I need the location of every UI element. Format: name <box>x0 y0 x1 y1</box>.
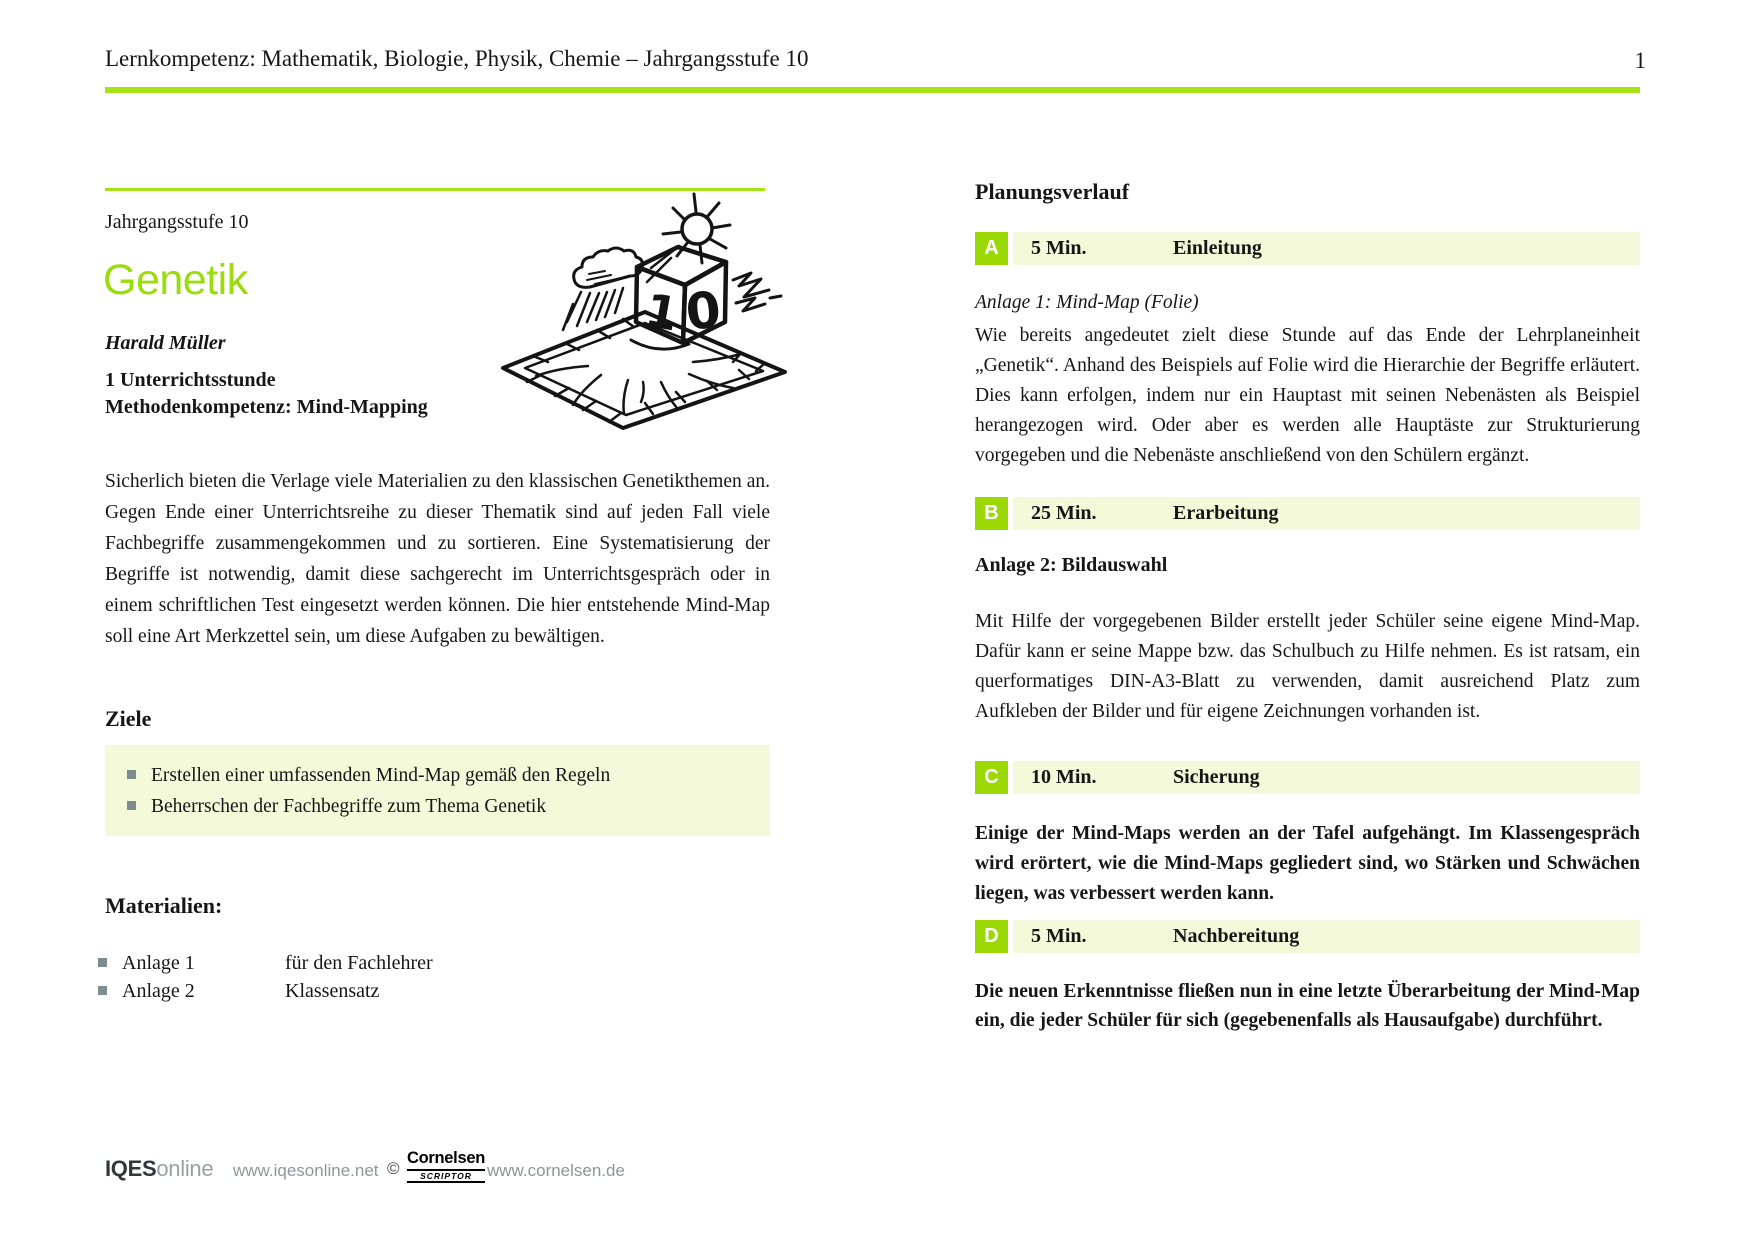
stage-badge-a: A <box>975 232 1008 265</box>
stage-a-body: Wie bereits angedeutet zielt diese Stunde auf das Ende der Lehrplaneinheit „Genetik“. Anhand des Beispiels auf Folie wird die Hierarchie der Begriffe erläutert. Dies kann erfolgen, indem nur ein Hauptast mit seinen Nebenästen als Beispiel herangezogen wird. Oder aber es werden alle Hauptäste zur Strukturierung vorgegeben und die Nebenäste anschließend von den Schülern ergänzt. <box>975 325 1640 466</box>
material-row <box>98 949 778 977</box>
stage-b-body: Mit Hilfe der vorgegebenen Bilder erstellt jeder Schüler seine eigene Mind-Map. Dafür kann er seine Mappe bzw. das Schulbuch zu Hilfe nehmen. Es ist ratsam, ein querformatiges DIN-A3-Blatt zu verwenden, damit ausreichend Platz zum Aufkleben der Bilder und für eigene Zeichnungen vorhanden ist. <box>975 611 1640 722</box>
attachment-subheading: Anlage 2: Bildauswahl <box>975 554 1168 576</box>
lesson-count: 1 Unterrichtsstunde <box>105 369 276 391</box>
goal-text: Erstellen einer umfassenden Mind-Map gemäß den Regeln <box>151 765 611 786</box>
material-name: Anlage 1 <box>122 952 195 974</box>
stage-bar-c <box>975 761 1640 794</box>
method-competence: Methodenkompetenz: Mind-Mapping <box>105 396 428 418</box>
square-bullet-icon <box>127 770 136 779</box>
grade-10-cube-illustration <box>493 170 793 436</box>
page-number: 1 <box>1634 48 1646 73</box>
stage-label: Einleitung <box>1173 237 1262 259</box>
goals-heading: Ziele <box>105 706 152 731</box>
materials-heading: Materialien: <box>105 893 223 918</box>
goal-item <box>127 760 770 791</box>
goals-panel <box>105 745 770 836</box>
cornelsen-url: www.cornelsen.de <box>487 1161 625 1180</box>
iqes-logo <box>105 1156 213 1182</box>
copyright-symbol: © <box>387 1159 400 1178</box>
material-note: für den Fachlehrer <box>285 952 433 974</box>
goal-text: Beherrschen der Fachbegriffe zum Thema Genetik <box>151 796 547 817</box>
goal-item <box>127 791 770 822</box>
author-name: Harald Müller <box>105 332 226 354</box>
stage-bar-a <box>975 232 1640 265</box>
material-row <box>98 977 778 1005</box>
iqes-url: www.iqesonline.net <box>233 1161 379 1180</box>
stage-label: Nachbereitung <box>1173 925 1300 947</box>
square-bullet-icon <box>98 986 107 995</box>
stage-tray <box>1013 761 1640 794</box>
attachment-note-italic: Anlage 1: Mind-Map (Folie) <box>975 292 1199 313</box>
cornelsen-logo-name: Cornelsen <box>407 1149 485 1171</box>
stage-label: Erarbeitung <box>1173 502 1279 524</box>
stage-bar-b <box>975 497 1640 530</box>
intro-paragraph: Sicherlich bieten die Verlage viele Materialien zu den klassischen Genetikthemen an. Gegen Ende einer Unterrichtsreihe zu dieser Thematik sind auf jeden Fall viele Fachbegriffe zusammengekommen und zu sortieren. Eine Systematisierung der Begriffe ist notwendig, damit diese sachgerecht im Unterrichtsgespräch oder in einem schriftlichen Test eingesetzt werden können. Die hier entstehende Mind-Map soll eine Art Merkzettel sein, um diese Aufgaben zu bewältigen. <box>105 471 770 647</box>
stage-badge-c: C <box>975 761 1008 794</box>
stage-tray <box>1013 497 1640 530</box>
cornelsen-logo-sub: SCRIPTOR <box>407 1171 485 1183</box>
iqes-logo-bold: IQES <box>105 1156 157 1181</box>
iqes-logo-light: online <box>156 1156 214 1181</box>
square-bullet-icon <box>98 958 107 967</box>
stage-badge-b: B <box>975 497 1008 530</box>
stage-duration: 5 Min. <box>1031 237 1087 259</box>
stage-label: Sicherung <box>1173 766 1260 788</box>
stage-duration: 5 Min. <box>1031 925 1087 947</box>
running-header: Lernkompetenz: Mathematik, Biologie, Physik, Chemie – Jahrgangsstufe 10 <box>105 46 809 71</box>
stage-duration: 25 Min. <box>1031 502 1097 524</box>
digit-1: 1 <box>641 282 683 342</box>
grade-kicker: Jahrgangsstufe 10 <box>105 211 249 233</box>
stage-badge-d: D <box>975 920 1008 953</box>
page-title: Genetik <box>103 256 248 304</box>
material-name: Anlage 2 <box>122 980 195 1002</box>
stage-d-body: Die neuen Erkenntnisse fließen nun in eine letzte Überarbeitung der Mind-Map ein, die jeder Schüler für sich (gegebenenfalls als Hausaufgabe) durchführt. <box>975 981 1640 1031</box>
square-bullet-icon <box>127 801 136 810</box>
stage-tray <box>1013 232 1640 265</box>
digit-0: 0 <box>682 280 724 342</box>
header-rule <box>105 87 1640 93</box>
stage-duration: 10 Min. <box>1031 766 1097 788</box>
stage-c-body: Einige der Mind-Maps werden an der Tafel aufgehängt. Im Klassengespräch wird erörtert, wie die Mind-Maps gegliedert sind, wo Stärken und Schwächen liegen, was verbessert werden kann. <box>975 823 1640 904</box>
material-note: Klassensatz <box>285 980 380 1002</box>
stage-bar-d <box>975 920 1640 953</box>
stage-tray <box>1013 920 1640 953</box>
lightning-icon <box>733 273 781 311</box>
cornelsen-logo <box>407 1149 485 1183</box>
plan-heading: Planungsverlauf <box>975 179 1130 204</box>
